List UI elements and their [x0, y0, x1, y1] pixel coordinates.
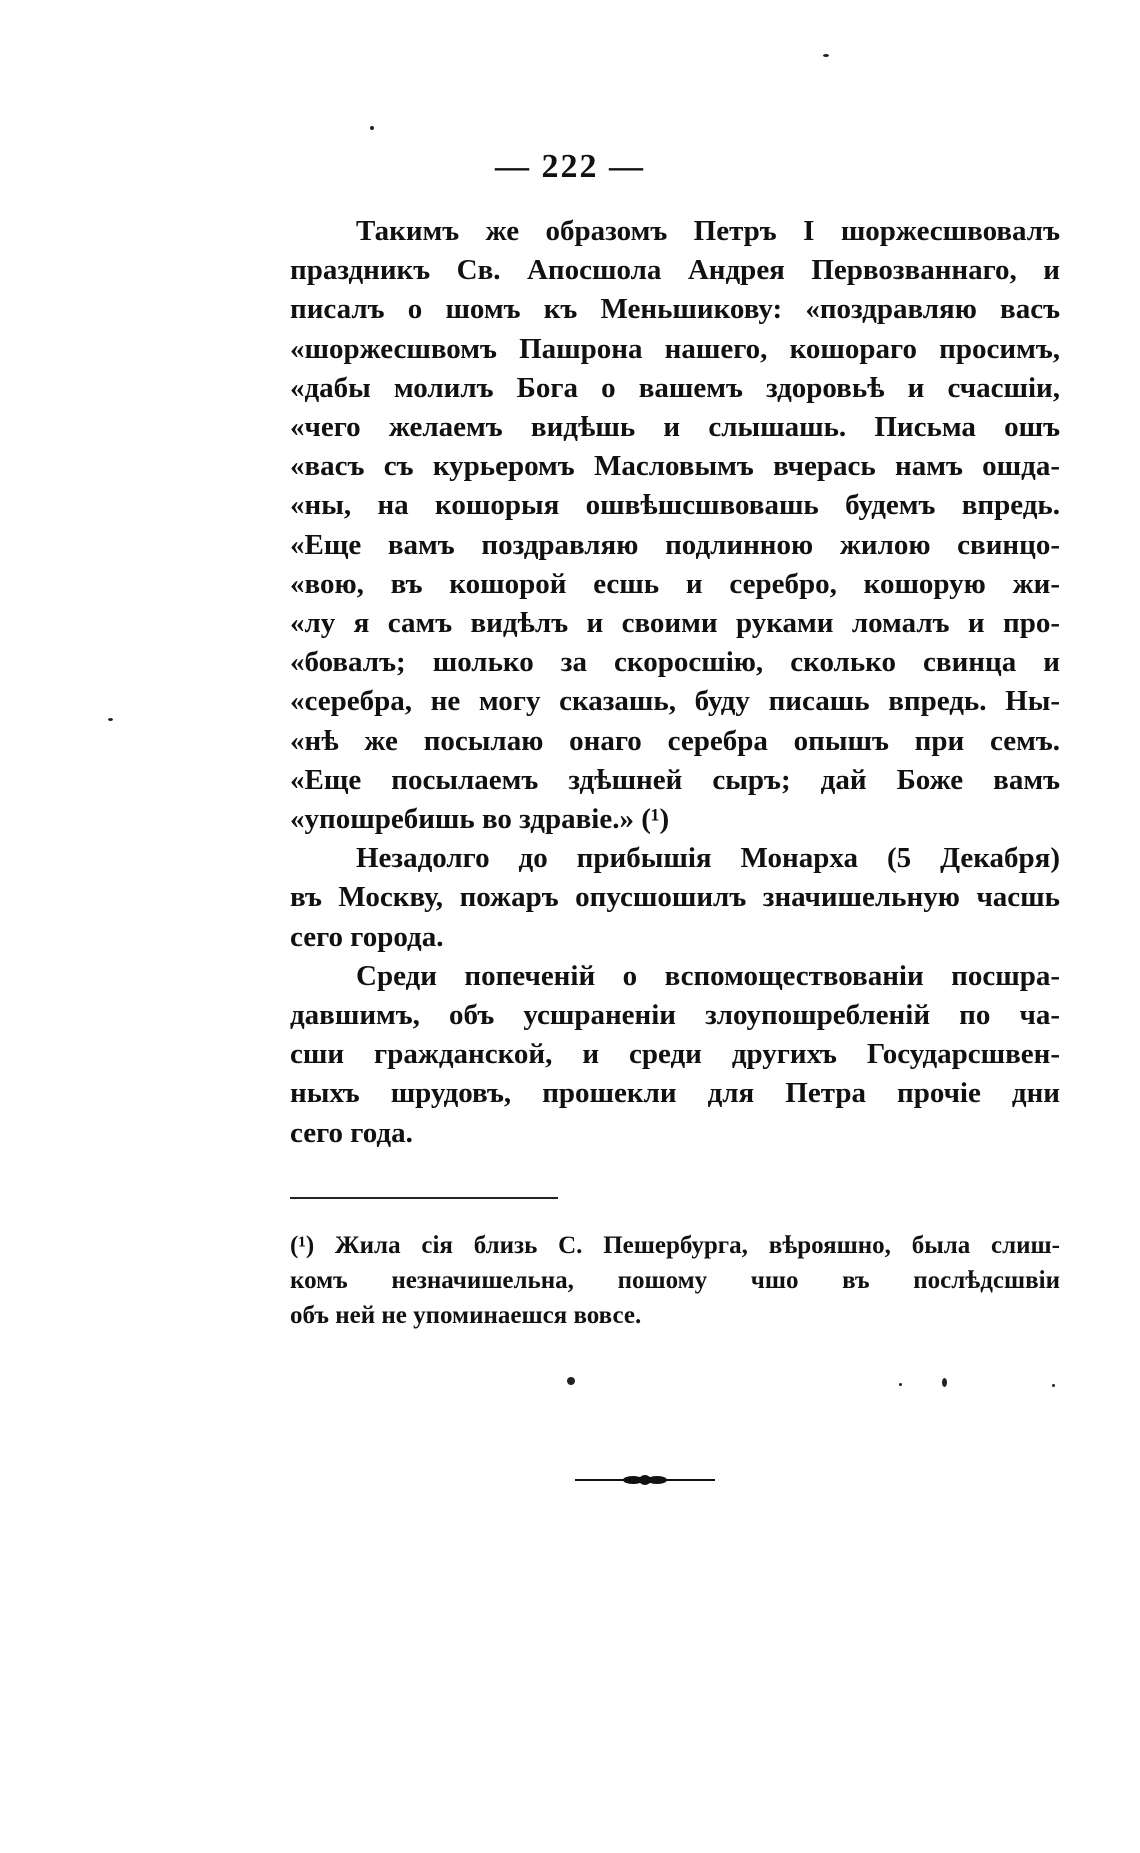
footnote	[290, 1228, 1060, 1333]
text-line: сего города.	[290, 920, 444, 953]
text-line: «Еще вамъ поздравляю подлинною жилою свинцо-	[290, 528, 1060, 561]
body-text	[290, 212, 1060, 1153]
text-line: «нѣ же посылаю онаго серебра опышъ при семъ.	[290, 724, 1060, 757]
text-line: «васъ съ курьеромъ Масловымъ вчерась намъ ошда-	[290, 450, 1060, 483]
scan-speck	[108, 718, 113, 721]
text-line: «Еще посылаемъ здѣшней сыръ; дай Боже вамъ	[290, 763, 1060, 796]
text-line: сего года.	[290, 1116, 413, 1149]
footnote-line: объ ней не упоминаешся вовсе.	[290, 1302, 642, 1329]
text-line: Среди попеченій о вспомоществованіи посшра-	[356, 959, 1060, 992]
footnote-divider	[290, 1197, 558, 1199]
text-line: «ны, на кошорыя ошвѣшсшвовашь будемъ впредь.	[290, 489, 1060, 522]
text-line: праздникъ Св. Aпосшола Андрея Первозваннаго, и	[290, 254, 1060, 287]
text-line: «лу я самъ видѣлъ и своими руками ломалъ и про-	[290, 607, 1060, 640]
text-line: «серебра, не могу сказашь, буду писашь впредь. Ны-	[290, 685, 1060, 718]
footnote-line: комъ незначишельна, пошому чшо въ послѣдсшвіи	[290, 1267, 1060, 1294]
text-line: «дабы молилъ Бога о вашемъ здоровьѣ и счасшіи,	[290, 371, 1060, 404]
text-line: въ Москву, пожаръ опусшошилъ значишельную часшь	[290, 881, 1060, 914]
scan-speck	[899, 1383, 902, 1386]
scan-speck	[370, 126, 374, 130]
text-line: Такимъ же образомъ Петръ I шоржесшвовалъ	[356, 215, 1060, 247]
page-number: — 222 —	[495, 148, 645, 185]
text-line: «вою, въ кошорой есшь и серебро, кошорую жи-	[290, 567, 1060, 600]
text-line: «упошребишь во здравіе.» (¹)	[290, 803, 670, 836]
text-line: «бовалъ; шолько за скоросшію, сколько свинца и	[290, 646, 1060, 679]
scan-speck	[1052, 1384, 1055, 1387]
text-line: писалъ о шомъ къ Меньшикову: «поздравляю васъ	[290, 293, 1060, 326]
ornament-divider	[575, 1472, 715, 1488]
text-line: давшимъ, объ усшраненіи злоупошребленій по ча-	[290, 999, 1060, 1032]
text-line: «шоржесшвомъ Пашрона нашего, кошораго просимъ,	[290, 332, 1060, 365]
text-line: ныхъ шрудовъ, прошекли для Петра прочіе дни	[290, 1077, 1060, 1110]
text-line: Незадолго до прибышія Монарха (5 Декабря)	[356, 842, 1060, 875]
scan-speck	[823, 54, 829, 57]
text-line: «чего желаемъ видѣшь и слышашь. Письма ошъ	[290, 411, 1060, 444]
text-line: сши гражданской, и среди другихъ Государсшвен-	[290, 1038, 1060, 1071]
footnote-line: (¹) Жила сія близь С. Пешербурга, вѣрояшно, была слиш-	[290, 1232, 1060, 1259]
scan-speck	[567, 1377, 575, 1385]
scan-speck	[942, 1378, 947, 1387]
